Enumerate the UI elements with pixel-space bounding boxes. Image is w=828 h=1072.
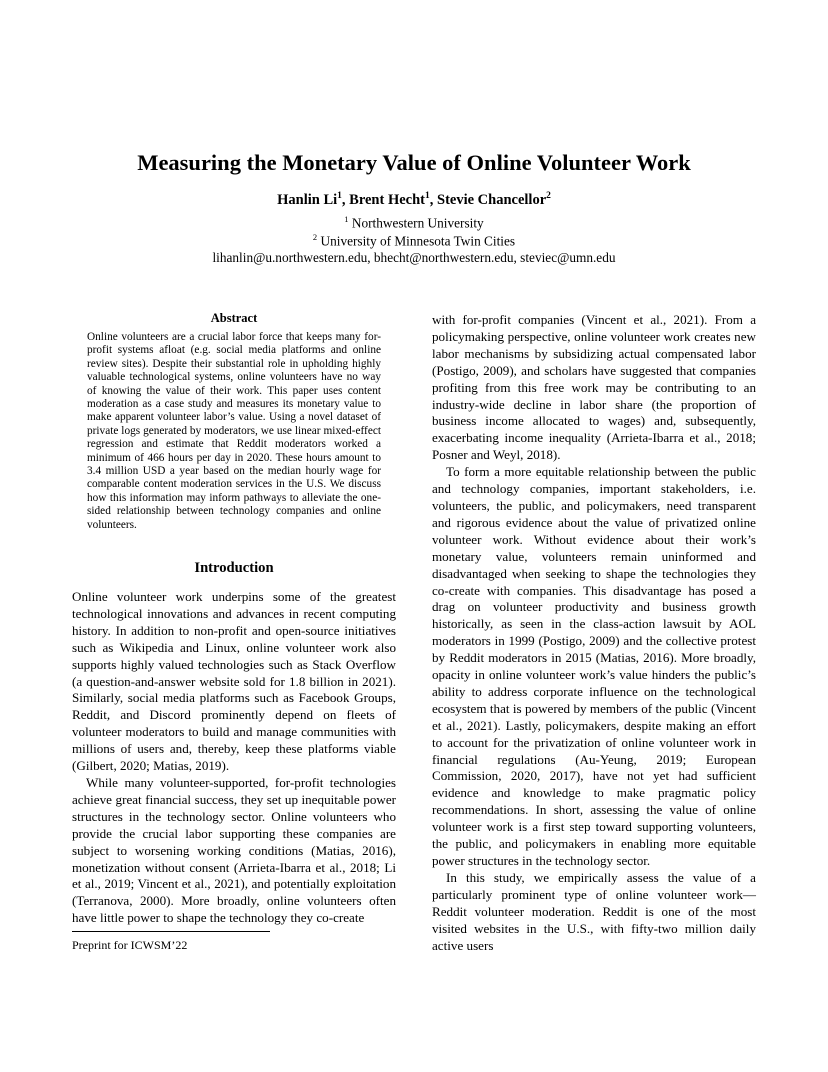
author-list xyxy=(0,191,828,209)
affiliation-text: University of Minnesota Twin Cities xyxy=(317,233,516,249)
paragraph: Online volunteer work underpins some of the greatest technological innovations and advances in recent computing history. In addition to non-profit and open-source initiatives such as Wikipedia and Linux, online volunteer work also supports highly valued technologies such as Stack Overflow (a question-and-answer website sold for 1.8 billion in 2021). Similarly, social media platforms such as Facebook Groups, Reddit, and Discord prominently depend on fleets of volunteer moderators to build and manage communities with millions of users and, thereby, keep these platforms viable (Gilbert, 2020; Matias, 2019). xyxy=(72,589,396,774)
paragraph: In this study, we empirically assess the value of a particularly prominent type of online volunteer work—Reddit volunteer moderation. Reddit is one of the most visited websites in the U.S., with fifty-two million daily active users xyxy=(432,869,756,953)
author-emails: lihanlin@u.northwestern.edu, bhecht@northwestern.edu, steviec@umn.edu xyxy=(212,250,616,265)
author-affiliation-marker: 1 xyxy=(425,191,430,201)
author-separator: , xyxy=(429,191,437,208)
paragraph: To form a more equitable relationship between the public and technology companies, important stakeholders, i.e. volunteers, the public, and policymakers, need transparent and rigorous evidence about the value of privatized online volunteer work. Without evidence about their work’s monetary value, volunteers remain uninformed and disadvantaged when seeking to shape the technologies they co-create with companies. This disadvantage has posed a drag on volunteer productivity and business growth historically, as seen in the class-action lawsuit by AOL moderators in 1999 (Postigo, 2009) and the collective protest by Reddit moderators in 2015 (Matias, 2016). More broadly, opacity in online volunteer work’s value hinders the public’s ability to address corporate influence on the technological ecosystem that is powered by members of the public (Vincent et al., 2021). Lastly, policymakers, despite making an effort to account for the privatization of online volunteer work in financial regulations (Au-Yeung, 2019; European Commission, 2020, 2017), have not yet had sufficient evidence and knowledge to make pragmatic policy recommendations. In short, assessing the value of online volunteer work is a first step toward supporting volunteers, the public, and policymakers in enabling more equitable power structures in the technology sector. xyxy=(432,464,756,868)
paper-title: Measuring the Monetary Value of Online Volunteer Work xyxy=(137,150,691,175)
author-affiliation-marker: 2 xyxy=(546,191,551,201)
affiliation-1 xyxy=(0,214,828,231)
affiliation-text: Northwestern University xyxy=(348,215,484,231)
right-column-body xyxy=(432,312,756,954)
author-separator: , xyxy=(341,191,350,208)
introduction-heading: Introduction xyxy=(194,560,274,576)
affiliation-marker: 2 xyxy=(312,232,318,242)
footnote-divider xyxy=(72,931,270,932)
paragraph: with for-profit companies (Vincent et al., 2021). From a policymaking perspective, online volunteer work creates new labor mechanisms by subsidizing actual compensated labor (Postigo, 2009), and scholars have suggested that companies profiting from this free work may be contributing to an industry-wide decline in labor share (the proportion of business income allocated to wages) and, subsequently, exacerbating income inequality (Arrieta-Ibarra et al., 2018; Posner and Weyl, 2018). xyxy=(432,312,756,463)
affiliation-2 xyxy=(0,232,828,249)
abstract-heading: Abstract xyxy=(210,311,258,325)
author-name: Hanlin Li xyxy=(277,191,338,208)
footnote: Preprint for ICWSM’22 xyxy=(72,938,188,952)
paragraph: While many volunteer-supported, for-profit technologies achieve great financial success, they set up inequitable power structures in the technology sector. Online volunteers who provide the crucial labor supporting these companies are subject to worsening working conditions (Matias, 2016), monetization without consent (Arrieta-Ibarra et al., 2018; Li et al., 2019; Vincent et al., 2021), and potentially exploitation (Terranova, 2000). More broadly, online volunteers often have little power to shape the technology they co-create xyxy=(72,774,396,926)
author-name: Brent Hecht xyxy=(349,191,425,208)
author-name: Stevie Chancellor xyxy=(437,191,547,208)
author-affiliation-marker: 1 xyxy=(337,191,342,201)
introduction-body xyxy=(72,589,396,927)
abstract-text: Online volunteers are a crucial labor force that keeps many for-profit systems afloat (e.g. social media platforms and online review sites). Despite their substantial role in upholding highly valuable technological systems, online volunteers have no way of knowing the value of their work. This paper uses content moderation as a case study and measures its monetary value to make apparent volunteer labor’s value. Using a novel dataset of private logs generated by moderators, we use linear mixed-effect regression and estimate that Reddit moderators worked a minimum of 466 hours per day in 2020. These hours amount to 3.4 million USD a year based on the median hourly wage for comparable content moderation services in the U.S. We discuss how this information may inform pathways to alleviate the one-sided relationship between technology companies and online volunteers. xyxy=(87,331,381,531)
affiliation-marker: 1 xyxy=(344,214,349,224)
